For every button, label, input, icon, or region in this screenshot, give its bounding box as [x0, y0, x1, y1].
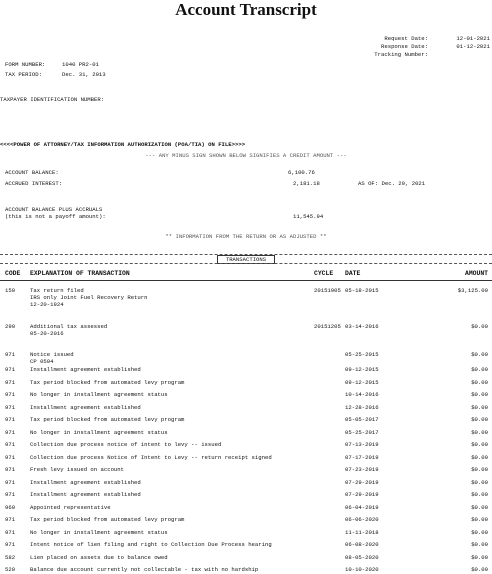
date-cell: 10-14-2016 [345, 391, 379, 398]
amount-cell: $0.00 [471, 566, 488, 573]
code-cell: 582 [5, 553, 16, 561]
col-code: CODE [5, 270, 21, 277]
code-cell: 971 [5, 516, 16, 523]
code-cell: 971 [5, 366, 16, 373]
amount-cell: $0.00 [471, 466, 488, 473]
amount-cell: $0.00 [471, 391, 488, 398]
amount-cell: $0.00 [471, 541, 488, 548]
explanation-cell: Installment agreement established [30, 403, 141, 411]
col-cycle: CYCLE [314, 270, 334, 277]
credit-notice: --- ANY MINUS SIGN SHOWN BELOW SIGNIFIES A CREDIT AMOUNT --- [145, 152, 347, 159]
accrued-interest-asof: AS OF: Dec. 20, 2021 [358, 180, 426, 187]
table-row [0, 466, 492, 474]
date-cell: 07-29-2019 [345, 478, 379, 486]
taxpayer-id-label: TAXPAYER IDENTIFICATION NUMBER: [0, 96, 105, 103]
table-row [0, 504, 492, 512]
transaction-subline: CP 0504 [30, 358, 54, 365]
table-row [0, 479, 492, 487]
date-cell: 05-25-2017 [345, 428, 379, 436]
table-row [0, 404, 492, 412]
account-balance: 6,100.76 [288, 169, 315, 176]
code-cell: 971 [5, 528, 16, 536]
table-row [0, 554, 492, 562]
table-row [0, 529, 492, 537]
explanation-cell: Fresh levy issued on account [30, 466, 124, 473]
poa-line: <<<<POWER OF ATTORNEY/TAX INFORMATION AUTHORIZATION (POA/TIA) ON FILE>>>> [0, 141, 246, 148]
transactions-banner: TRANSACTIONS [217, 255, 275, 264]
code-cell: 971 [5, 466, 16, 473]
table-row [0, 441, 492, 449]
date-cell: 12-28-2016 [345, 403, 379, 411]
date-cell: 06-06-2020 [345, 516, 379, 523]
code-cell: 290 [5, 323, 16, 330]
code-cell: 520 [5, 566, 16, 573]
table-row [0, 491, 492, 499]
cycle-cell: 20151205 [314, 323, 341, 330]
date-cell: 05-25-2015 [345, 351, 379, 358]
explanation-cell: Intent notice of lien filing and right to Collection Due Process hearing [30, 541, 272, 548]
code-cell: 971 [5, 453, 16, 461]
explanation-cell: Balance due account currently not collectable - tax with no hardship [30, 566, 259, 573]
transaction-subline: IRS only Joint Fuel Recovery Return [30, 294, 148, 301]
explanation-cell: Tax period blocked from automated levy program [30, 378, 185, 386]
plus-accruals-note: (this is not a payoff amount): [5, 213, 106, 220]
explanation-cell: Installment agreement established [30, 366, 141, 373]
account-balance-label: ACCOUNT BALANCE: [5, 169, 59, 176]
explanation-cell: Collection due process Notice of Intent to Levy -- return receipt signed [30, 453, 272, 461]
date-cell: 07-13-2019 [345, 441, 379, 448]
date-cell: 10-10-2020 [345, 566, 379, 573]
explanation-cell: Installment agreement established [30, 478, 141, 486]
meta-label: Response Date: [381, 43, 428, 50]
amount-cell: $0.00 [471, 378, 488, 386]
code-cell: 960 [5, 503, 16, 511]
amount-cell: $0.00 [471, 528, 488, 536]
col-amount: AMOUNT [464, 270, 488, 277]
col-explanation: EXPLANATION OF TRANSACTION [30, 270, 130, 277]
explanation-cell: Tax period blocked from automated levy program [30, 516, 185, 523]
amount-cell: $0.00 [471, 453, 488, 461]
date-cell: 08-05-2020 [345, 553, 379, 561]
amount-cell: $0.00 [471, 553, 488, 561]
date-cell: 06-08-2020 [345, 541, 379, 548]
amount-cell: $0.00 [471, 516, 488, 523]
code-cell: 971 [5, 491, 16, 498]
amount-cell: $0.00 [471, 428, 488, 436]
table-row [0, 541, 492, 549]
amount-cell: $0.00 [471, 491, 488, 498]
explanation-cell: Collection due process notice of intent to levy -- issued [30, 441, 222, 448]
explanation-cell: No longer in installment agreement status [30, 428, 168, 436]
cycle-cell: 20151905 [314, 287, 341, 294]
code-cell: 971 [5, 441, 16, 448]
date-cell: 11-11-2018 [345, 528, 379, 536]
amount-cell: $0.00 [471, 351, 488, 358]
meta-label: Request Date: [384, 35, 428, 42]
meta-value: 12-01-2021 [456, 35, 490, 42]
plus-accruals-label: ACCOUNT BALANCE PLUS ACCRUALS [5, 206, 103, 213]
date-cell: 05-18-2015 [345, 287, 379, 294]
code-cell: 971 [5, 391, 16, 398]
form-number-label: FORM NUMBER: [5, 61, 46, 68]
code-cell: 971 [5, 378, 16, 386]
table-row [0, 391, 492, 399]
meta-value: 01-12-2021 [456, 43, 490, 50]
explanation-cell: Lien placed on assets due to balance owed [30, 553, 168, 561]
date-cell: 05-05-2017 [345, 416, 379, 423]
explanation-cell: Additional tax assessed [30, 323, 108, 330]
table-row [0, 366, 492, 374]
amount-cell: $0.00 [471, 323, 488, 330]
explanation-cell: Appointed representative [30, 503, 111, 511]
explanation-cell: No longer in installment agreement status [30, 528, 168, 536]
amount-cell: $0.00 [471, 441, 488, 448]
accrued-interest-label: ACCRUED INTEREST: [5, 180, 63, 187]
code-cell: 150 [5, 287, 16, 294]
date-cell: 07-29-2019 [345, 491, 379, 498]
date-cell: 09-12-2015 [345, 366, 379, 373]
code-cell: 971 [5, 478, 16, 486]
meta-label: Tracking Number: [374, 51, 428, 58]
table-row [0, 516, 492, 524]
amount-cell: $0.00 [471, 403, 488, 411]
date-cell: 09-12-2015 [345, 378, 379, 386]
date-cell: 07-23-2019 [345, 466, 379, 473]
transaction-subline: 05-20-2016 [30, 330, 64, 337]
col-date: DATE [345, 270, 361, 277]
date-cell: 06-04-2019 [345, 503, 379, 511]
table-row [0, 454, 492, 462]
header-rule [0, 280, 492, 281]
accrued-interest: 2,181.18 [293, 180, 320, 187]
amount-cell: $0.00 [471, 478, 488, 486]
return-info-line: ** INFORMATION FROM THE RETURN OR AS ADJUSTED ** [165, 233, 327, 240]
code-cell: 971 [5, 428, 16, 436]
divider [0, 263, 492, 264]
explanation-cell: Notice issued [30, 351, 74, 358]
table-row [0, 351, 492, 359]
page-title: Account Transcript [175, 0, 317, 19]
table-row [0, 566, 492, 574]
transaction-subline: 12-20-1924 [30, 301, 64, 308]
table-row [0, 416, 492, 424]
code-cell: 971 [5, 541, 16, 548]
table-row [0, 429, 492, 437]
amount-cell: $0.00 [471, 416, 488, 423]
tax-period: Dec. 31, 2013 [62, 71, 106, 78]
explanation-cell: Installment agreement established [30, 491, 141, 498]
tax-period-label: TAX PERIOD: [5, 71, 42, 78]
code-cell: 971 [5, 351, 16, 358]
explanation-cell: No longer in installment agreement status [30, 391, 168, 398]
code-cell: 971 [5, 416, 16, 423]
form-number: 1040 PR2-01 [62, 61, 99, 68]
table-header [0, 270, 492, 278]
explanation-cell: Tax return filed [30, 287, 84, 294]
date-cell: 03-14-2016 [345, 323, 379, 330]
table-row [0, 323, 492, 331]
date-cell: 07-17-2019 [345, 453, 379, 461]
explanation-cell: Tax period blocked from automated levy program [30, 416, 185, 423]
table-row [0, 379, 492, 387]
amount-cell: $0.00 [471, 366, 488, 373]
amount-cell: $3,125.00 [457, 287, 488, 294]
code-cell: 971 [5, 403, 16, 411]
plus-accruals-value: 11,545.94 [293, 213, 324, 220]
amount-cell: $0.00 [471, 503, 488, 511]
